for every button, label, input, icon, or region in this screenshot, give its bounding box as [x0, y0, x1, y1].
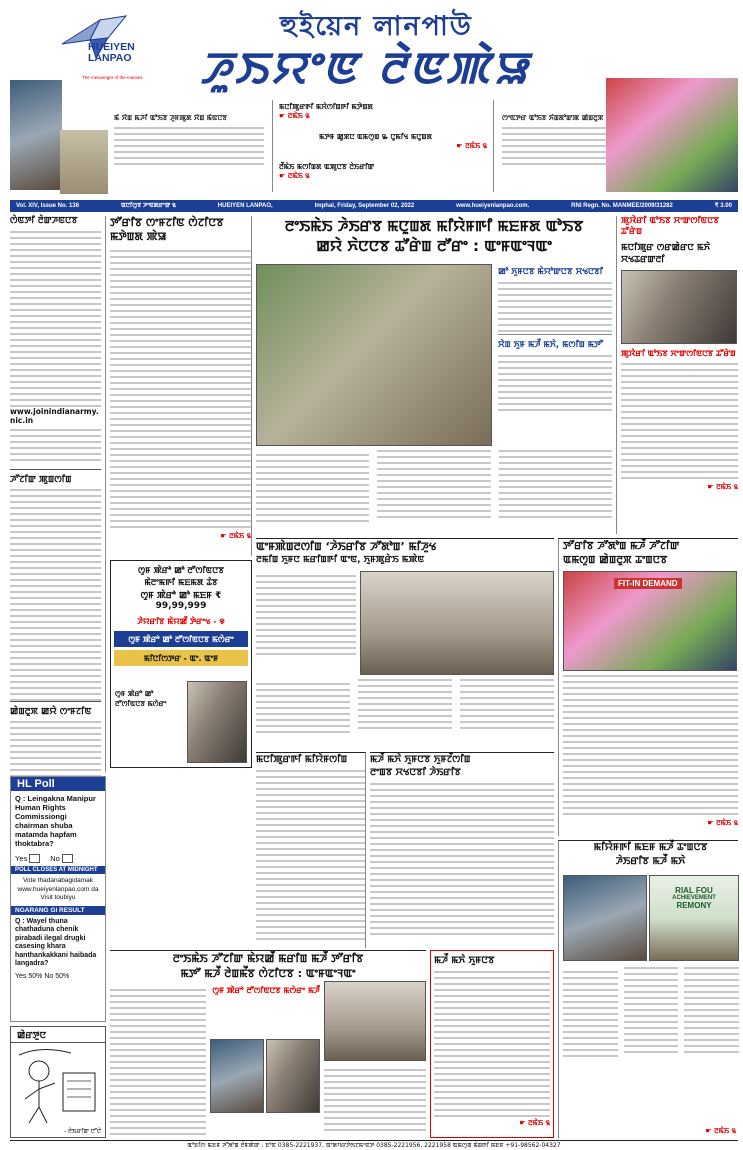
- poll-no-option[interactable]: No: [50, 854, 73, 863]
- issue-local: ꯑꯅꯤꯁꯨꯕ ꯍꯦꯟꯗꯔꯦꯛ ꯲: [120, 203, 176, 209]
- teaser-middle: [272, 100, 494, 192]
- ad-line1: ꯁꯨꯝ ꯄꯥꯔꯣ ꯀꯣ ꯂꯧꯁꯤꯟꯅꯕ: [138, 566, 224, 576]
- lead-side-head2: ꯆꯥꯡ ꯈꯨꯝ ꯃꯍꯩ ꯃꯈꯥ, ꯃꯁꯤꯡ ꯃꯇꯧ: [498, 334, 612, 351]
- left-story-head: ꯁꯥꯟꯇꯤ ꯂꯥꯛꯍꯟꯅꯕ: [10, 216, 78, 226]
- title-main: ꯍꯨꯏꯌꯦꯟ ꯂꯥꯟꯄꯥꯎ: [200, 43, 531, 94]
- left-story3-head: ꯀꯥꯡꯂꯨꯞ ꯀꯌꯥ ꯁꯦꯝꯖꯤꯟ: [10, 701, 101, 717]
- cartoon-header: ꯀꯥꯔꯇꯨꯅ: [11, 1027, 105, 1043]
- lead-photo: [256, 264, 492, 446]
- teaser-left-label: ꯃꯥ ꯆꯥꯡ ꯃꯍꯤ ꯑꯣꯏꯕ ꯍꯨꯝꯄꯨꯗ ꯆꯥꯡ ꯃꯥꯟꯅꯕ: [114, 114, 228, 122]
- right-mid-story: [558, 538, 738, 836]
- teaser-item[interactable]: ꯃꯇꯝ ꯀꯨꯞꯅ ꯑꯃꯁꯨꯡ ꯳ ꯅꯨꯃꯤꯠ ꯃꯅꯨꯡꯗ ☛ ꯂꯃꯥꯏ ꯲: [319, 132, 487, 150]
- right-top-story: [616, 216, 738, 534]
- ad-banner-red: ꯍꯥꯌꯔꯤꯕ ꯃꯥꯌꯀꯩ ꯇꯥꯔꯦꯠ - ꯶: [137, 617, 225, 626]
- footer-contact: ꯑꯣꯐꯤꯁ ꯃꯐꯝ ꯍꯧꯗꯣꯡ ꯂꯥꯝꯄꯥꯛ : ꯐꯣꯟ 0385-2221937, ꯑꯦꯗꯚꯔꯇꯥꯏꯖꯃꯦꯟꯇ 0385-2221956, 2221958 ꯑꯃꯁꯨꯡ ꯃꯥꯡꯒꯤ ꯃꯐꯝ +91-98562-04327: [187, 1142, 561, 1149]
- teaser-left-text: [114, 114, 264, 192]
- right-top-more[interactable]: ☛ ꯂꯃꯥꯏ ꯲: [707, 483, 738, 491]
- mid-story-2-head: ꯃꯅꯤꯄꯨꯔꯒꯤ ꯃꯤꯌꯥꯝꯁꯤꯡ: [256, 754, 348, 765]
- teaser-photo-left-bag: [60, 130, 108, 194]
- bottom-right-photo-2: [649, 875, 739, 961]
- mid-story-1-photo: [360, 571, 554, 675]
- footer: [10, 1140, 738, 1150]
- ceremony-banner-2: ACHIEVEMENT: [672, 895, 716, 901]
- ad-profile: ꯁꯨꯝ ꯄꯥꯔꯣ ꯀꯣ ꯂꯧꯁꯤꯟꯅꯕ ꯃꯁꯥꯔꯦ: [115, 690, 167, 708]
- poll-yes-option[interactable]: Yes: [15, 854, 40, 863]
- ceremony-banner-3: REMONY: [676, 901, 712, 910]
- logo: [58, 14, 176, 84]
- teaser-item[interactable]: ꯃꯅꯤꯄꯨꯔꯒꯤ ꯃꯆꯥꯁꯤꯡꯒꯤ ꯃꯇꯥꯡꯗ ☛ ꯂꯃꯥꯏ ꯲: [279, 102, 487, 132]
- inner-left-more[interactable]: ☛ ꯂꯃꯥꯏ ꯲: [220, 532, 251, 540]
- mid-story-3-sub: ꯂꯦꯡꯕ ꯆꯠꯅꯕꯤ ꯍꯥꯏꯔꯤꯕ: [370, 767, 461, 778]
- army-url[interactable]: www.joinindianarmy.nic.in: [10, 407, 99, 425]
- bottom-right-more[interactable]: ☛ ꯂꯃꯥꯏ ꯲: [705, 1127, 736, 1135]
- bottom-story: [110, 950, 426, 1138]
- bottom-mid-head: ꯃꯍꯩ ꯃꯈꯥ ꯈꯨꯝꯅꯕ: [434, 955, 495, 966]
- left-column: [10, 216, 106, 772]
- regn-number: RNI Regn. No. MANMEE/2009/31282: [571, 203, 673, 209]
- poll-result-header: NGARANG GI RESULT: [11, 906, 105, 915]
- right-top-caption: ꯄꯨꯋꯥꯔꯤ ꯑꯣꯏꯕ ꯆꯦꯛꯁꯤꯟꯅꯕ ꯊꯧꯔꯥꯡ: [621, 349, 736, 358]
- bottom-photo-2: [266, 1039, 320, 1113]
- lead-headline: ꯂꯦꯏꯃꯥꯏ ꯍꯥꯏꯔꯕ ꯃꯅꯨꯡꯗ ꯃꯤꯌꯥꯝꯒꯤ ꯃꯐꯝꯗ ꯑꯣꯏꯕ: [284, 217, 584, 235]
- ad-number: ꯁꯨꯝ ꯄꯥꯔꯣ ꯀꯣ ꯃꯐꯝ ₹ 99,99,999: [140, 591, 222, 611]
- right-mid-sub: ꯑꯃꯁꯨꯡ ꯀꯥꯡꯂꯨꯞ ꯊꯦꯡꯅꯕ: [563, 554, 668, 566]
- poll-result: Yes 50% No 50%: [15, 973, 70, 981]
- poll-no-checkbox[interactable]: [62, 854, 73, 863]
- bottom-inset-text: ꯁꯨꯝ ꯄꯥꯔꯣ ꯂꯧꯁꯤꯟꯅꯕ ꯃꯁꯥꯔꯦ ꯃꯍꯩ: [212, 986, 320, 995]
- mid-story-3-head: ꯃꯍꯩ ꯃꯈꯥ ꯈꯨꯝꯅꯕ ꯈꯨꯝꯖꯩꯁꯤꯡ: [370, 754, 471, 765]
- poll-box: [10, 776, 106, 1022]
- right-top-head: ꯄꯨꯋꯥꯔꯤ ꯑꯣꯏꯕ ꯆꯦꯛꯁꯤꯟꯅꯕ ꯊꯧꯔꯥꯡ: [621, 216, 719, 237]
- inner-left-story: [110, 216, 252, 556]
- poll-yes-checkbox[interactable]: [29, 854, 40, 863]
- poll-options: [11, 851, 105, 866]
- teaser-more[interactable]: ☛ ꯂꯃꯥꯏ ꯲: [279, 172, 310, 180]
- mid-story-1-sub: ꯂꯃꯤꯡ ꯈꯨꯝꯅ ꯃꯔꯤꯡꯒꯤ ꯑꯦꯟ, ꯈꯨꯝꯄꯨꯔꯥꯏ ꯃꯄꯥꯟ: [256, 555, 425, 565]
- teaser-strip: [10, 100, 738, 198]
- mid-story-1-head: ꯑꯦꯝꯄꯥꯡꯂꯁꯤꯡ ‘ꯍꯥꯏꯔꯤꯕ ꯍꯧꯗꯣꯡ’ ꯃꯤꯍꯨꯠ: [256, 540, 437, 553]
- bottom-right-sub: ꯍꯥꯏꯔꯤꯕ ꯃꯍꯩ ꯃꯈꯥ: [615, 856, 686, 867]
- bottom-right-photo-1: [563, 875, 647, 961]
- cartoon-box: [10, 1026, 106, 1138]
- bottom-sub: ꯃꯇꯧ ꯃꯍꯩ ꯂꯥꯡꯃꯩꯕ ꯁꯥꯖꯤꯅꯕ : ꯑꯦꯝꯑꯦꯜꯑꯦ: [180, 967, 356, 980]
- cartoon-caption: - ꯂꯥꯏꯔꯤꯛ ꯅꯧꯅꯥ: [63, 1128, 101, 1135]
- bottom-photo-1: [210, 1039, 264, 1113]
- poll-result-question: Q : Wayel thuna chathaduna chenik pirabadi ilegal drugki casesing khara hanthankakkani haibada langadra?: [15, 917, 97, 968]
- teaser-more[interactable]: ☛ ꯂꯃꯥꯏ ꯲: [279, 112, 310, 120]
- cartoon-drawing: [11, 1043, 105, 1125]
- lead-side: [498, 266, 612, 446]
- teaser-photo-right: [606, 78, 738, 192]
- bottom-right-story: [558, 840, 738, 1138]
- teaser-right-text: ꯁꯦꯟꯇꯔ ꯑꯣꯏꯕ ꯈꯥꯡꯗꯣꯛꯄ ꯀꯥꯡꯂꯨꯞ: [502, 114, 614, 192]
- bottom-right-head: ꯃꯤꯌꯥꯝꯒꯤ ꯃꯐꯝ ꯃꯍꯩ ꯊꯦꯡꯅꯕ: [593, 842, 708, 853]
- price-label: ₹ 3.00: [714, 203, 732, 209]
- ad-banner-minister: ꯃꯤꯅꯤꯁꯇꯔ - ꯑꯦ. ꯑꯦꯝ: [114, 650, 248, 666]
- lead-side-head1: ꯀꯣ ꯈꯨꯝꯅꯕ ꯃꯥꯌꯣꯛꯅꯕ ꯆꯠꯅꯕꯤ: [498, 267, 603, 277]
- volume-label: Vol. XIV, Issue No. 136: [16, 203, 80, 209]
- inner-left-head: ꯇꯧꯔꯤꯕ ꯁꯦꯝꯖꯤꯟ ꯁꯥꯖꯤꯅꯕ ꯃꯇꯥꯡꯗ ꯄꯥꯎ: [110, 216, 224, 243]
- ad-box: [110, 560, 252, 768]
- bottom-mid-more[interactable]: ☛ ꯂꯃꯥꯏ ꯲: [519, 1119, 550, 1127]
- teaser-more[interactable]: ☛ ꯂꯃꯥꯏ ꯲: [456, 142, 487, 150]
- ad-line2: ꯃꯥꯂꯦꯃꯒꯤ ꯃꯐꯃꯗ ꯊꯥꯕ: [144, 578, 218, 588]
- poll-vote-text[interactable]: Vote thadanabagidamak www.hueiyenlanpao.com da Visit toubiyu: [17, 877, 99, 901]
- teaser-photo-left: [10, 80, 62, 190]
- lead-subhead: ꯀꯌꯥ ꯈꯥꯅꯅꯕ ꯊꯧꯔꯥꯡ ꯂꯧꯔꯦ : ꯑꯦꯝꯑꯦꯜꯑꯦ: [316, 237, 552, 255]
- website-link[interactable]: www.hueiyenlanpao.com.: [456, 203, 530, 209]
- right-mid-head: ꯇꯧꯔꯤꯕ ꯍꯧꯗꯣꯡ ꯃꯍꯩ ꯍꯧꯖꯤꯛ: [563, 540, 680, 552]
- poll-header: HL Poll: [11, 777, 105, 791]
- left-story2-head: ꯍꯧꯖꯤꯛ ꯄꯨꯡꯁꯤꯡ: [10, 469, 101, 485]
- mid-story-2: [256, 752, 366, 948]
- bottom-photo-3: [324, 981, 426, 1061]
- teaser-item[interactable]: ꯂꯩꯃꯥꯏ ꯃꯁꯤꯡꯗ ꯑꯄꯨꯅꯕ ꯂꯥꯏꯔꯤꯛ ☛ ꯂꯃꯥꯏ ꯲: [279, 162, 487, 192]
- title-top: হুইয়েন লানপাউ: [280, 11, 473, 42]
- mid-story-1: [256, 538, 554, 750]
- lead-body: [256, 450, 612, 534]
- dateline: Imphal, Friday, September 02, 2022: [314, 203, 415, 209]
- info-bar: [10, 200, 738, 212]
- bottom-head: ꯂꯦꯏꯃꯥꯏ ꯍꯧꯖꯤꯛ ꯃꯥꯌꯀꯩ ꯃꯔꯤꯡ ꯃꯍꯩ ꯇꯧꯔꯤꯕ: [172, 952, 364, 965]
- ad-banner-blue: ꯁꯨꯝ ꯄꯥꯔꯣ ꯀꯣ ꯂꯧꯁꯤꯟꯅꯕ ꯃꯁꯥꯔꯦ: [114, 631, 248, 647]
- right-mid-banner: FIT-IN DEMAND: [614, 578, 682, 589]
- right-mid-more[interactable]: ☛ ꯂꯃꯥꯏ ꯲: [707, 819, 738, 827]
- logo-text: HUEIYEN LANPAO: [88, 41, 135, 64]
- publisher-label: HUEIYEN LANPAO,: [217, 203, 273, 209]
- bottom-inset: [210, 985, 322, 1035]
- poll-closes: POLL CLOSES AT MIDNIGHT: [11, 866, 105, 874]
- lead-story: [256, 216, 612, 534]
- ceremony-banner-1: RIAL FOU: [675, 886, 713, 895]
- poll-question: Q : Leingakna Manipur Human Rights Commissiongi chairman shuba matamda hapfam thoktabra?: [15, 794, 96, 848]
- right-mid-photo: [563, 571, 737, 671]
- right-top-photo: [621, 270, 737, 344]
- ad-portrait: [187, 681, 247, 763]
- logo-tagline: The messenger of the masses: [82, 75, 143, 80]
- bottom-mid-story: [430, 950, 554, 1138]
- mid-story-3: [370, 752, 554, 948]
- right-top-sub: ꯃꯅꯤꯄꯨꯔ ꯁꯔꯀꯥꯔꯅ ꯃꯈꯥ ꯆꯠꯊꯔꯛꯂꯤ: [621, 243, 711, 265]
